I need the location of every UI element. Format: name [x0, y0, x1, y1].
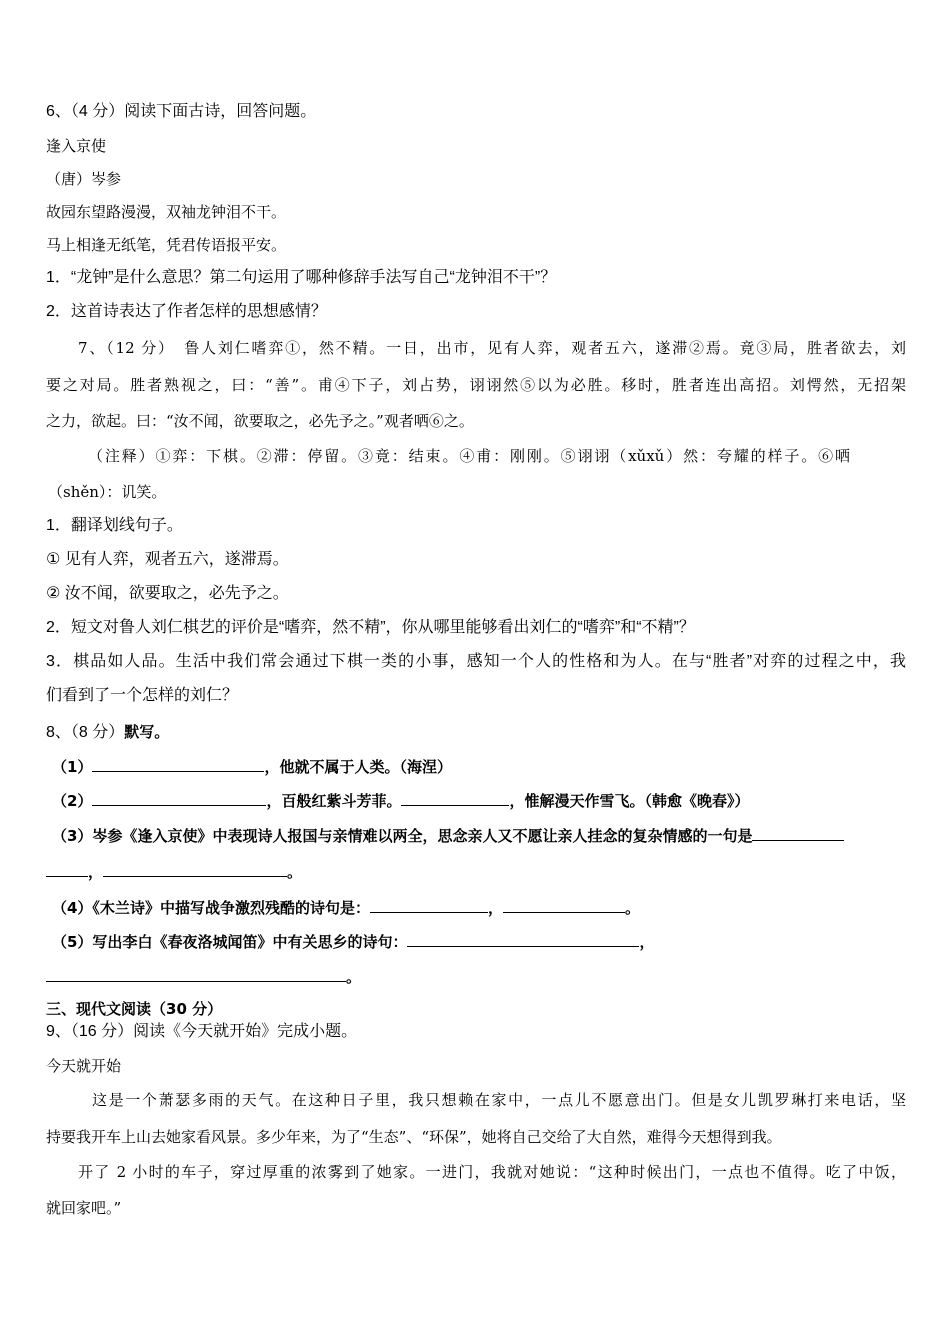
- q8-item-4-text: （4）《木兰诗》中描写战争激烈残酷的诗句是：: [52, 899, 370, 917]
- q8-header-score: 8、（8 分）: [46, 724, 125, 741]
- answer-blank[interactable]: [103, 862, 287, 877]
- poem-author: （唐）岑参: [46, 170, 122, 188]
- answer-blank[interactable]: [370, 898, 488, 913]
- q8-item-3-text: （3）岑参《逢入京使》中表现诗人报国与亲情难以两全，思念亲人又不愿让亲人挂念的复杂情感的一句是: [52, 827, 753, 845]
- q8-item-5-text: （5）写出李白《春夜洛城闻笛》中有关思乡的诗句：: [52, 933, 408, 951]
- article-para-1-line-2: 持要我开车上山去她家看风景。多少年来，为了“生态”、“环保”，她将自己交给了大自然，难得今天想得到我。: [46, 1128, 782, 1146]
- q8-item-5-sep: ，: [639, 933, 655, 951]
- q8-item-3-end: 。: [287, 863, 303, 881]
- q8-item-1-number: （1）: [52, 758, 93, 776]
- answer-blank[interactable]: [401, 791, 509, 806]
- poem-line-1: 故园东望路漫漫，双袖龙钟泪不干。: [46, 203, 287, 221]
- q8-item-2-text-mid: ，百般红紫斗芳菲。: [266, 792, 402, 810]
- q8-item-2: [52, 791, 910, 811]
- q7-passage-line-2: 要之对局。胜者熟视之，曰：“善”。甫④下子，刘占势，诩诩然⑤以为必胜。移时，胜者连出高招。刘愕然，无招架: [46, 376, 906, 394]
- q7-sentence-1: ① 见有人弈，观者五六，遂滞焉。: [46, 551, 289, 568]
- q8-header: [46, 722, 910, 743]
- answer-blank[interactable]: [92, 757, 264, 772]
- article-title: 今天就开始: [46, 1057, 122, 1075]
- q6-sub-question-2: 2．这首诗表达了作者怎样的思想感情？: [46, 303, 327, 320]
- q8-item-2-text-end: ，惟解漫天作雪飞。（韩愈《晚春》）: [509, 792, 750, 810]
- q8-item-4: [52, 898, 910, 918]
- answer-blank[interactable]: [503, 898, 625, 913]
- article-para-2-line-1: 开了 2 小时的车子，穿过厚重的浓雾到了她家。一进门，我就对她说：“这种时候出门，一点也不值得。吃了中饭，: [78, 1163, 906, 1181]
- q7-sub-question-3-line-1: 3．棋品如人品。生活中我们常会通过下棋一类的小事，感知一个人的性格和为人。在与“胜者”对弈的过程之中，我: [46, 653, 906, 670]
- article-para-1-line-1: 这是一个萧瑟多雨的天气。在这种日子里，我只想赖在家中，一点儿不愿意出门。但是女儿凯罗琳打来电话，坚: [92, 1091, 906, 1109]
- q8-header-instruction: 默写。: [124, 723, 170, 741]
- q6-sub-question-1: 1．“龙钟”是什么意思？第二句运用了哪种修辞手法写自己“龙钟泪不干”？: [46, 269, 557, 286]
- q7-sentence-2: ② 汝不闻，欲要取之，必先予之。: [46, 585, 289, 602]
- answer-blank[interactable]: [46, 967, 346, 982]
- q8-item-5-line-1: [52, 932, 910, 952]
- poem-line-2: 马上相逢无纸笔，凭君传语报平安。: [46, 236, 287, 254]
- q7-notes-line-1: （注释）①弈：下棋。②滞：停留。③竟：结束。④甫：刚刚。⑤诩诩（xǔxǔ）然：夸耀的样子。⑥哂: [88, 447, 850, 465]
- q8-item-2-number: （2）: [52, 792, 93, 810]
- answer-blank[interactable]: [46, 862, 88, 877]
- q7-passage-line-3: 之力，欲起。曰：“汝不闻，欲要取之，必先予之。”观者哂⑥之。: [46, 412, 474, 430]
- answer-blank[interactable]: [752, 826, 844, 841]
- q8-item-4-end: 。: [624, 899, 640, 917]
- q8-item-1-text: ，他就不属于人类。（海涅）: [264, 758, 452, 776]
- answer-blank[interactable]: [407, 932, 639, 947]
- q8-item-3-line-2: [46, 862, 910, 882]
- poem-title: 逢入京使: [46, 137, 107, 155]
- q8-item-3-line-1: [52, 826, 910, 846]
- q8-item-1: [52, 757, 910, 777]
- q8-item-3-comma: ，: [88, 863, 104, 881]
- q8-item-5-end: 。: [346, 968, 362, 986]
- section-3-title: 三、现代文阅读（30 分）: [46, 1000, 223, 1018]
- article-para-2-line-2: 就回家吧。”: [46, 1199, 122, 1217]
- q7-sub-question-3-line-2: 们看到了一个怎样的刘仁？: [46, 687, 239, 704]
- answer-blank[interactable]: [92, 791, 266, 806]
- q7-sub-question-1: 1．翻译划线句子。: [46, 517, 183, 534]
- q8-item-5-line-2: [46, 967, 910, 987]
- q7-sub-question-2: 2．短文对鲁人刘仁棋艺的评价是“嗜弈，然不精”，你从哪里能够看出刘仁的“嗜弈”和“不精”？: [46, 619, 695, 636]
- q6-header: 6、（4 分）阅读下面古诗，回答问题。: [46, 103, 317, 120]
- q7-notes-line-2: （shěn）：讥笑。: [48, 483, 167, 501]
- q8-item-4-sep: ，: [487, 899, 503, 917]
- q9-header: 9、（16 分）阅读《今天就开始》完成小题。: [46, 1023, 358, 1040]
- q7-passage-line-1: 7、（12 分） 鲁人刘仁嗜弈①，然不精。一日，出市，见有人弈，观者五六，遂滞②焉。竟③局，胜者欲去，刘: [78, 339, 906, 357]
